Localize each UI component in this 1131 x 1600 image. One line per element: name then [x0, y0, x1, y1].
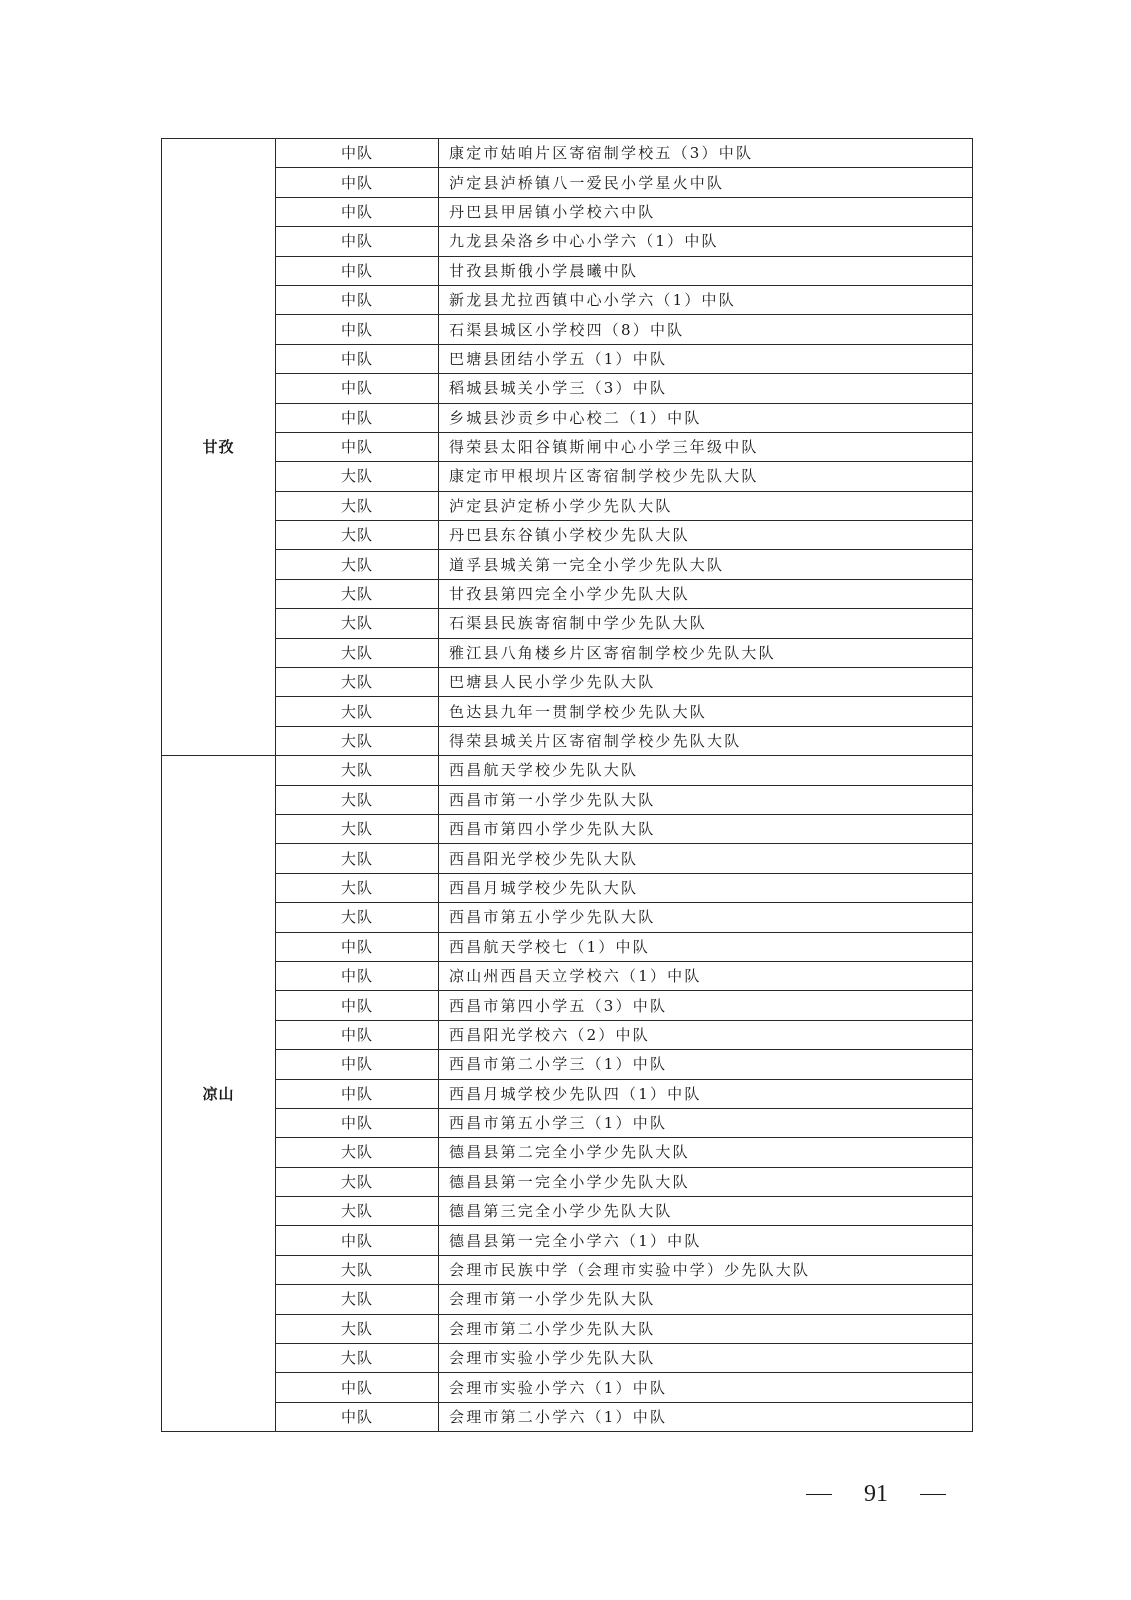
- unit-name-cell: 西昌市第五小学少先队大队: [439, 903, 973, 932]
- footer-dash-left: [806, 1494, 832, 1495]
- unit-type-cell: 大队: [276, 491, 439, 520]
- table-row: [162, 1373, 973, 1402]
- unit-name-cell: 康定市姑咱片区寄宿制学校五（3）中队: [439, 139, 973, 168]
- table-row: [162, 1314, 973, 1343]
- table-row: [162, 579, 973, 608]
- roster-table: [161, 138, 973, 1432]
- unit-type-cell: 大队: [276, 756, 439, 785]
- table-row: [162, 285, 973, 314]
- table-row: [162, 1255, 973, 1284]
- table-row: [162, 256, 973, 285]
- unit-name-cell: 德昌县第一完全小学六（1）中队: [439, 1226, 973, 1255]
- unit-name-cell: 西昌市第五小学三（1）中队: [439, 1108, 973, 1137]
- table-row: [162, 785, 973, 814]
- unit-type-cell: 大队: [276, 1255, 439, 1284]
- unit-name-cell: 石渠县民族寄宿制中学少先队大队: [439, 609, 973, 638]
- unit-type-cell: 中队: [276, 432, 439, 461]
- unit-type-cell: 大队: [276, 785, 439, 814]
- table-row: [162, 139, 973, 168]
- unit-type-cell: 大队: [276, 1138, 439, 1167]
- footer-dash-right: [920, 1494, 946, 1495]
- unit-name-cell: 道孚县城关第一完全小学少先队大队: [439, 550, 973, 579]
- unit-name-cell: 西昌阳光学校少先队大队: [439, 844, 973, 873]
- table-row: [162, 726, 973, 755]
- unit-type-cell: 大队: [276, 903, 439, 932]
- unit-name-cell: 西昌月城学校少先队四（1）中队: [439, 1079, 973, 1108]
- table-row: [162, 697, 973, 726]
- unit-type-cell: 中队: [276, 1020, 439, 1049]
- unit-name-cell: 西昌航天学校七（1）中队: [439, 932, 973, 961]
- unit-name-cell: 德昌第三完全小学少先队大队: [439, 1197, 973, 1226]
- unit-name-cell: 乡城县沙贡乡中心校二（1）中队: [439, 403, 973, 432]
- unit-type-cell: 中队: [276, 1079, 439, 1108]
- unit-name-cell: 西昌市第四小学少先队大队: [439, 814, 973, 843]
- unit-type-cell: 大队: [276, 726, 439, 755]
- unit-name-cell: 会理市第二小学六（1）中队: [439, 1402, 973, 1431]
- unit-type-cell: 大队: [276, 638, 439, 667]
- unit-name-cell: 会理市实验小学少先队大队: [439, 1344, 973, 1373]
- table-row: [162, 1108, 973, 1137]
- table-row: [162, 814, 973, 843]
- table-row: [162, 932, 973, 961]
- table-row: [162, 1197, 973, 1226]
- unit-type-cell: 中队: [276, 961, 439, 990]
- unit-type-cell: 中队: [276, 1373, 439, 1402]
- unit-name-cell: 得荣县太阳谷镇斯闸中心小学三年级中队: [439, 432, 973, 461]
- unit-type-cell: 中队: [276, 197, 439, 226]
- unit-type-cell: 中队: [276, 227, 439, 256]
- unit-type-cell: 中队: [276, 344, 439, 373]
- table-row: [162, 168, 973, 197]
- table-row: [162, 873, 973, 902]
- unit-type-cell: 中队: [276, 315, 439, 344]
- table-row: [162, 462, 973, 491]
- region-cell: 凉山: [162, 756, 276, 1432]
- unit-name-cell: 西昌阳光学校六（2）中队: [439, 1020, 973, 1049]
- table-row: [162, 668, 973, 697]
- unit-name-cell: 会理市第一小学少先队大队: [439, 1285, 973, 1314]
- unit-name-cell: 新龙县尤拉西镇中心小学六（1）中队: [439, 285, 973, 314]
- table-row: [162, 1285, 973, 1314]
- unit-type-cell: 中队: [276, 932, 439, 961]
- table-row: [162, 1050, 973, 1079]
- unit-name-cell: 丹巴县甲居镇小学校六中队: [439, 197, 973, 226]
- unit-type-cell: 中队: [276, 139, 439, 168]
- table-row: [162, 315, 973, 344]
- unit-type-cell: 大队: [276, 462, 439, 491]
- table-row: [162, 403, 973, 432]
- unit-name-cell: 西昌市第二小学三（1）中队: [439, 1050, 973, 1079]
- unit-name-cell: 丹巴县东谷镇小学校少先队大队: [439, 521, 973, 550]
- unit-name-cell: 德昌县第二完全小学少先队大队: [439, 1138, 973, 1167]
- unit-type-cell: 中队: [276, 374, 439, 403]
- unit-name-cell: 凉山州西昌天立学校六（1）中队: [439, 961, 973, 990]
- table-row: [162, 961, 973, 990]
- table-row: [162, 344, 973, 373]
- unit-type-cell: 大队: [276, 521, 439, 550]
- unit-name-cell: 得荣县城关片区寄宿制学校少先队大队: [439, 726, 973, 755]
- roster-table-body: [162, 139, 973, 1432]
- unit-type-cell: 大队: [276, 1314, 439, 1343]
- unit-type-cell: 大队: [276, 697, 439, 726]
- table-row: [162, 1167, 973, 1196]
- unit-name-cell: 雅江县八角楼乡片区寄宿制学校少先队大队: [439, 638, 973, 667]
- unit-name-cell: 会理市实验小学六（1）中队: [439, 1373, 973, 1402]
- table-row: [162, 903, 973, 932]
- unit-name-cell: 泸定县泸定桥小学少先队大队: [439, 491, 973, 520]
- page-number: 91: [864, 1480, 888, 1507]
- table-row: [162, 197, 973, 226]
- table-row: [162, 1344, 973, 1373]
- unit-name-cell: 西昌市第一小学少先队大队: [439, 785, 973, 814]
- unit-type-cell: 中队: [276, 168, 439, 197]
- table-row: [162, 1079, 973, 1108]
- table-row: [162, 432, 973, 461]
- unit-type-cell: 大队: [276, 550, 439, 579]
- unit-type-cell: 大队: [276, 1285, 439, 1314]
- unit-type-cell: 中队: [276, 1108, 439, 1137]
- unit-name-cell: 会理市民族中学（会理市实验中学）少先队大队: [439, 1255, 973, 1284]
- unit-name-cell: 石渠县城区小学校四（8）中队: [439, 315, 973, 344]
- unit-type-cell: 中队: [276, 285, 439, 314]
- unit-type-cell: 大队: [276, 844, 439, 873]
- unit-type-cell: 大队: [276, 579, 439, 608]
- unit-name-cell: 西昌航天学校少先队大队: [439, 756, 973, 785]
- unit-name-cell: 稻城县城关小学三（3）中队: [439, 374, 973, 403]
- page-footer: [806, 1474, 946, 1514]
- table-row: [162, 1138, 973, 1167]
- table-row: [162, 374, 973, 403]
- unit-type-cell: 中队: [276, 403, 439, 432]
- unit-type-cell: 大队: [276, 1197, 439, 1226]
- table-row: [162, 521, 973, 550]
- unit-name-cell: 西昌市第四小学五（3）中队: [439, 991, 973, 1020]
- table-row: [162, 1226, 973, 1255]
- unit-name-cell: 色达县九年一贯制学校少先队大队: [439, 697, 973, 726]
- unit-type-cell: 中队: [276, 1226, 439, 1255]
- unit-type-cell: 大队: [276, 609, 439, 638]
- region-cell: 甘孜: [162, 139, 276, 756]
- unit-name-cell: 德昌县第一完全小学少先队大队: [439, 1167, 973, 1196]
- unit-name-cell: 巴塘县人民小学少先队大队: [439, 668, 973, 697]
- table-row: [162, 491, 973, 520]
- unit-type-cell: 中队: [276, 1050, 439, 1079]
- table-row: [162, 638, 973, 667]
- unit-name-cell: 康定市甲根坝片区寄宿制学校少先队大队: [439, 462, 973, 491]
- table-row: [162, 844, 973, 873]
- unit-name-cell: 九龙县朵洛乡中心小学六（1）中队: [439, 227, 973, 256]
- table-row: [162, 227, 973, 256]
- unit-type-cell: 中队: [276, 1402, 439, 1431]
- unit-name-cell: 西昌月城学校少先队大队: [439, 873, 973, 902]
- unit-type-cell: 中队: [276, 991, 439, 1020]
- table-row: [162, 609, 973, 638]
- unit-type-cell: 大队: [276, 668, 439, 697]
- table-row: [162, 1020, 973, 1049]
- unit-name-cell: 甘孜县第四完全小学少先队大队: [439, 579, 973, 608]
- table-row: [162, 550, 973, 579]
- unit-name-cell: 巴塘县团结小学五（1）中队: [439, 344, 973, 373]
- unit-type-cell: 中队: [276, 256, 439, 285]
- table-row: [162, 1402, 973, 1431]
- unit-type-cell: 大队: [276, 1344, 439, 1373]
- unit-type-cell: 大队: [276, 873, 439, 902]
- unit-type-cell: 大队: [276, 1167, 439, 1196]
- unit-type-cell: 大队: [276, 814, 439, 843]
- unit-name-cell: 甘孜县斯俄小学晨曦中队: [439, 256, 973, 285]
- unit-name-cell: 泸定县泸桥镇八一爱民小学星火中队: [439, 168, 973, 197]
- unit-name-cell: 会理市第二小学少先队大队: [439, 1314, 973, 1343]
- table-row: [162, 756, 973, 785]
- table-row: [162, 991, 973, 1020]
